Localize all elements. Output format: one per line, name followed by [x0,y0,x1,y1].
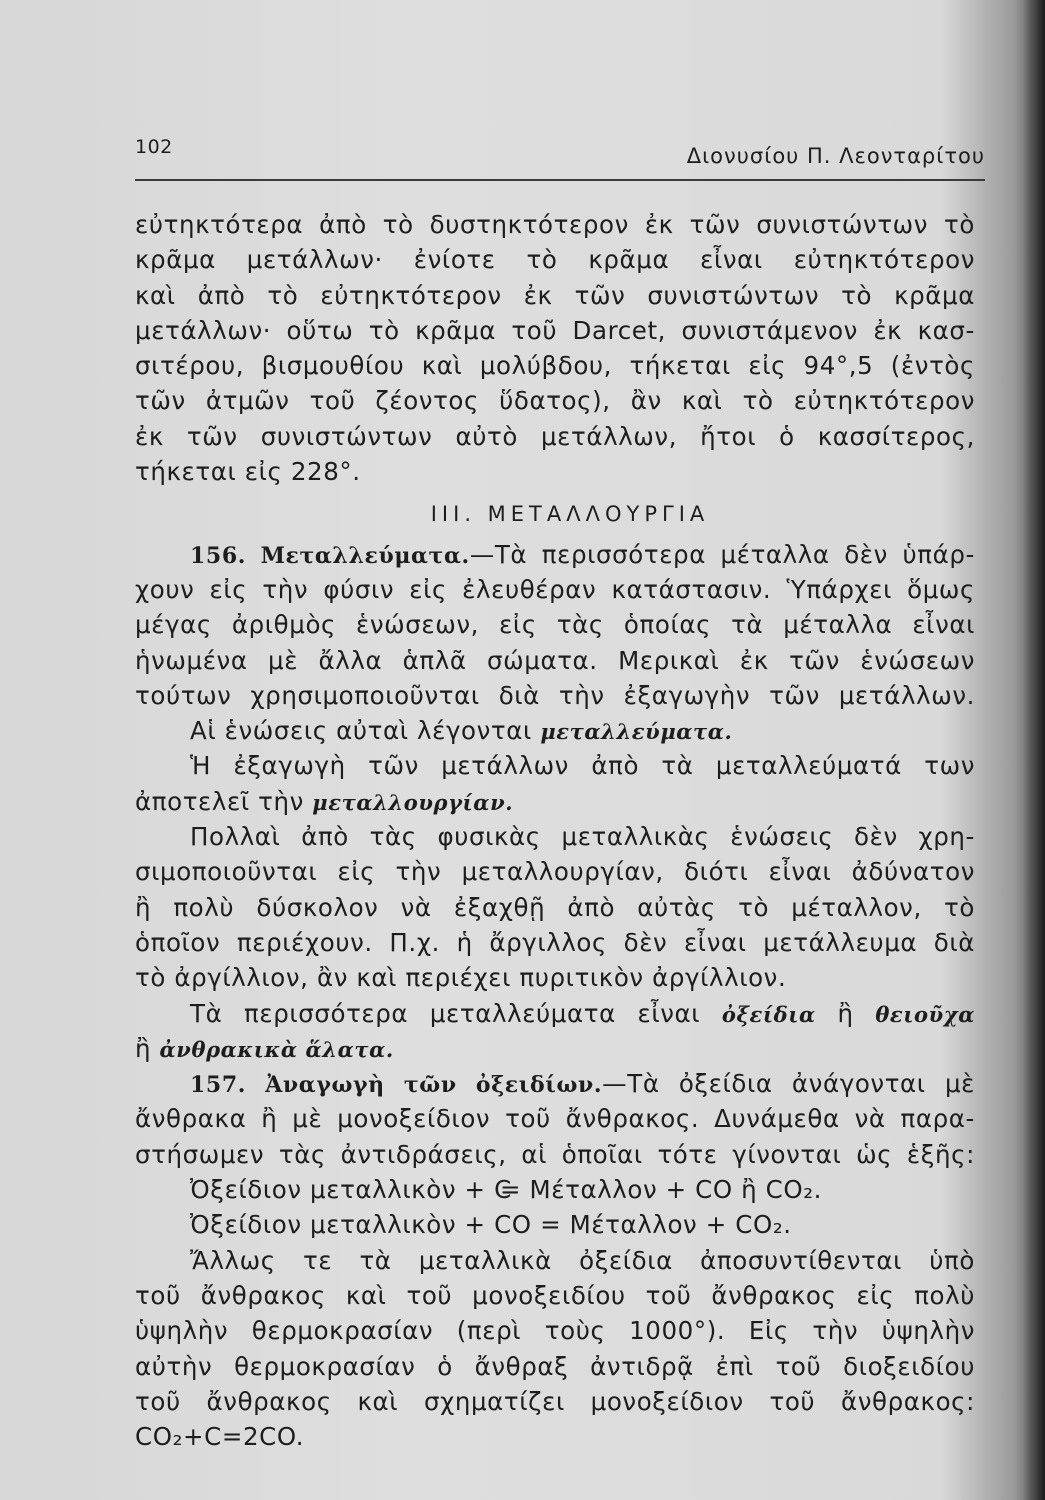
text-line: ἐκ τῶν συνιστώντων αὐτὸ μετάλλων, ἤτοι ὁ κασσίτερος, [135,421,975,451]
section-heading: ΙΙΙ. ΜΕΤΑΛΛΟΥΡΓΙΑ [430,502,710,527]
equation-right: = Μέταλλον + CO ἢ CO₂. [500,1175,823,1205]
text-line: σιμοποιοῦνται εἰς τὴν μεταλλουργίαν, διότι εἶναι ἀδύνατον [135,857,975,887]
text-run: —Τὰ περισσότερα μέταλλα δὲν ὑπάρ- [469,539,975,569]
term-anthrakika: ἀνθρακικὰ ἅλατα. [159,1036,394,1062]
equation-left: Ὀξείδιον μεταλλικὸν + C [190,1175,512,1205]
term-metalleumata: μεταλλεύματα. [540,719,733,745]
binding-shadow [1023,0,1045,1500]
equation-line [135,1172,975,1207]
text-line: τοῦ ἄνθρακος καὶ σχηματίζει μονοξείδιον τοῦ ἄνθρακος: [135,1386,975,1416]
text-line: ὑψηλὴν θερμοκρασίαν (περὶ τοὺς 1000°). Εἰς τὴν ὑψηλὴν [135,1316,975,1346]
section-157-title-line [135,1066,975,1101]
text-line: τὸ ἀργίλλιον, ἂν καὶ περιέχει πυριτικὸν ἀργίλλιον. [135,963,787,993]
text-line: ἡνωμένα μὲ ἄλλα ἁπλᾶ σώματα. Μερικαὶ ἐκ τῶν ἑνώσεων [135,645,975,675]
text-line: στήσωμεν τὰς ἀντιδράσεις, αἱ ὁποῖαι τότε γίνονται ὡς ἑξῆς: [135,1139,975,1169]
text-line: Πολλαὶ ἀπὸ τὰς φυσικὰς μεταλλικὰς ἑνώσεις δὲν χρη- [190,822,975,852]
text-line: αὐτὴν θερμοκρασίαν ὁ ἄνθραξ ἀντιδρᾷ ἐπὶ τοῦ διοξειδίου [135,1351,975,1381]
equation-left: Ὀξείδιον μεταλλικὸν + CO [190,1210,532,1240]
text-run: ἢ [837,998,854,1028]
section-number: 157. [190,1072,246,1099]
text-run: —Τὰ ὀξείδια ἀνάγονται μὲ [602,1069,975,1099]
text-line: Ἡ ἐξαγωγὴ τῶν μετάλλων ἀπὸ τὰ μεταλλεύματά των [190,751,975,781]
text-run: Τὰ περισσότερα μεταλλεύματα εἶναι [190,998,701,1028]
running-head: Διονυσίου Π. Λεονταρίτου [686,144,985,168]
section-156-title-line [135,537,975,572]
text-line [135,713,975,748]
text-line: ὁποῖον περιέχουν. Π.χ. ἡ ἄργιλλος δὲν εἶναι μετάλλευμα διὰ [135,927,975,957]
section-title: Μεταλλεύματα. [260,542,470,569]
text-line: ἄνθρακα ἢ μὲ μονοξείδιον τοῦ ἄνθρακος. Δυνάμεθα νὰ παρα- [135,1104,975,1134]
term-oxeidia: ὀξείδια [721,1001,816,1027]
text-line: ἢ πολὺ δύσκολον νὰ ἐξαχθῇ ἀπὸ αὐτὰς τὸ μέταλλον, τὸ [135,892,975,922]
text-line: τούτων χρησιμοποιοῦνται διὰ τὴν ἐξαγωγὴν τῶν μετάλλων. [135,680,975,710]
text-line [135,784,975,819]
text-line: σιτέρου, βισμουθίου καὶ μολύβδου, τήκεται εἰς 94°,5 (ἐντὸς [135,351,975,381]
text-run: ἢ [135,1033,152,1063]
text-line: τήκεται εἰς 228°. [135,457,361,487]
text-line: CO₂+C=2CO. [135,1422,305,1452]
term-theiouxa: θειοῦχα [875,1001,975,1027]
text-run: ἀποτελεῖ τὴν [135,786,304,816]
text-line: τῶν ἀτμῶν τοῦ ζέοντος ὕδατος), ἂν καὶ τὸ εὐτηκτότερον [135,386,975,416]
text-line: μέγας ἀριθμὸς ἑνώσεων, εἰς τὰς ὁποίας τὰ μέταλλα εἶναι [135,610,975,640]
text-line: κρᾶμα μετάλλων· ἐνίοτε τὸ κρᾶμα εἶναι εὐτηκτότερον [135,245,975,275]
text-run: Αἱ ἑνώσεις αὐταὶ λέγονται [190,716,532,746]
text-line: τοῦ ἄνθρακος καὶ τοῦ μονοξειδίου τοῦ ἄνθρακος εἰς πολὺ [135,1280,975,1310]
text-line: χουν εἰς τὴν φύσιν εἰς ἐλευθέραν κατάστασιν. Ὑπάρχει ὅμως [135,574,975,604]
page-body [135,207,975,1454]
section-number: 156. [190,542,246,569]
text-line [135,1031,975,1066]
section-title: Ἀναγωγὴ τῶν ὀξειδίων. [265,1072,603,1099]
text-line: εὐτηκτότερα ἀπὸ τὸ δυστηκτότερον ἐκ τῶν συνιστώντων τὸ [135,210,975,239]
equation-line [135,1207,975,1242]
text-line: Ἄλλως τε τὰ μεταλλικὰ ὀξείδια ἀποσυντίθενται ὑπὸ [190,1245,975,1275]
page-header [135,130,985,182]
header-rule [135,179,985,181]
text-line [135,996,975,1031]
equation-right: = Μέταλλον + CO₂. [540,1210,792,1240]
text-line: καὶ ἀπὸ τὸ εὐτηκτότερον ἐκ τῶν συνιστώντων τὸ κρᾶμα [135,280,975,310]
page-number: 102 [135,136,173,158]
term-metallourgia: μεταλλουργίαν. [312,789,514,815]
text-line: μετάλλων· οὕτω τὸ κρᾶμα τοῦ Darcet, συνιστάμενον ἐκ κασ- [135,315,975,345]
